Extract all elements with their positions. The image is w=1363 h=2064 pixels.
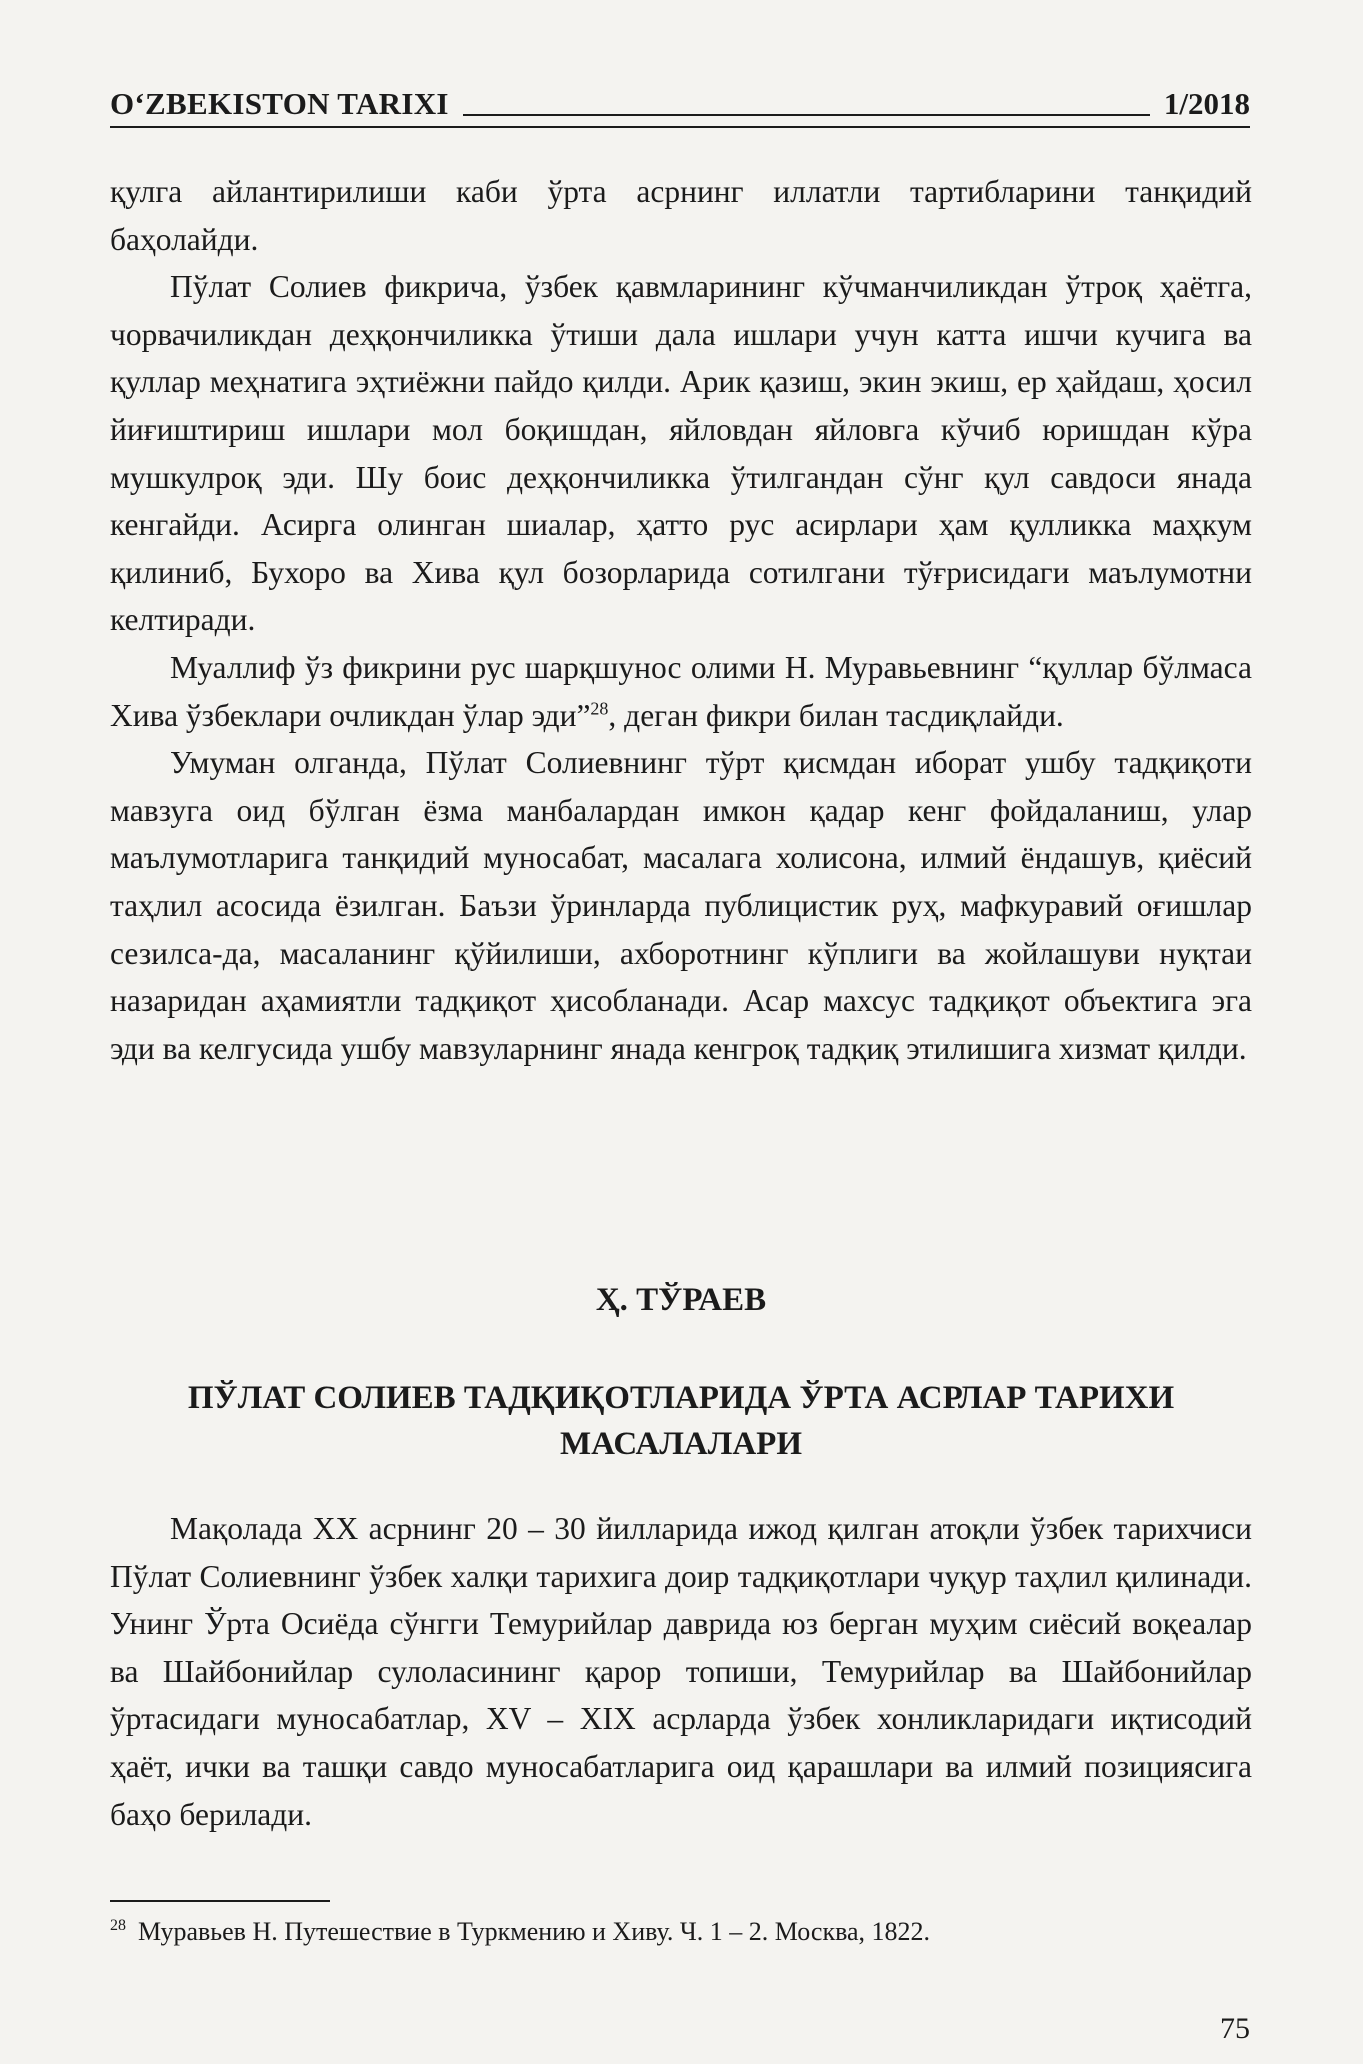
article-author: Ҳ. ТЎРАЕВ	[595, 1282, 767, 1318]
quote-tail: , деган фикри билан тасдиқлайди.	[608, 697, 1064, 733]
page-number: 75	[1220, 2012, 1250, 2045]
header-rule	[463, 114, 1150, 116]
quote-text: Муаллиф ўз фикрини рус шарқшунос олими Н. Муравьевнинг “қуллар бўлмаса Хива ўзбеклари очликдан ўлар эди”	[110, 649, 1252, 733]
paragraph-conclusion: Умуман олганда, Пўлат Солиевнинг тўрт қисмдан иборат ушбу тадқиқоти мавзуга оид бўлган ёзма манбалардан имкон қадар кенг фойдаланиш, улар маълумотларига танқидий муносабат, масалага холисона, илмий ёндашув, қиёсий таҳлил асосида ёзилган. Баъзи ўринларда публицистик руҳ, мафкуравий оғишлар сезилса-да, масаланинг қўйилиши, ахборотнинг кўплиги ва жойлашуви нуқтаи назаридан аҳамиятли тадқиқот ҳисобланади. Асар махсус тадқиқот объектига эга эди ва келгусида ушбу мавзуларнинг янада кенгроқ тадқиқ этилишига хизмат қилди.	[110, 745, 1252, 1066]
issue-number: 1/2018	[1163, 86, 1250, 121]
footnote-ref[interactable]: 28	[590, 698, 609, 719]
abstract-text: Мақолада XX асрнинг 20 – 30 йилларида ижод қилган атоқли ўзбек тарихчиси Пўлат Солиевнинг ўзбек халқи тарихига доир тадқиқотлари чуқур таҳлил қилинади. Унинг Ўрта Осиёда сўнгги Темурийлар даврида юз берган муҳим сиёсий воқеалар ва Шайбонийлар сулоласининг қарор топиши, Темурийлар ва Шайбонийлар ўртасидаги муносабатлар, XV – XIX асрларда ўзбек хонликларидаги иқтисодий ҳаёт, ички ва ташқи савдо муносабатларига оид қарашлари ва илмий позициясига баҳо берилади.	[110, 1511, 1252, 1832]
article-title: ПЎЛАТ СОЛИЕВ ТАДҚИҚОТЛАРИДА ЎРТА АСРЛАР ТАРИХИ МАСАЛАЛАРИ	[187, 1380, 1175, 1462]
article-abstract	[110, 1505, 1252, 1838]
journal-name: O‘ZBEKISTON TARIXI	[110, 86, 449, 121]
running-header	[110, 82, 1250, 128]
footnote-number: 28	[110, 1917, 126, 1935]
paragraph-muravyev-quote	[110, 644, 1252, 739]
paragraph-slave-labor: Пўлат Солиев фикрича, ўзбек қавмларининг кўчманчиликдан ўтроқ ҳаётга, чорвачиликдан деҳқончиликка ўтиши дала ишлари учун катта ишчи кучига ва қуллар меҳнатига эҳтиёжни пайдо қилди. Арик қазиш, экин экиш, ер ҳайдаш, ҳосил йиғиштириш ишлари мол боқишдан, яйловдан яйловга кўчиб юришдан кўра мушкулроқ эди. Шу боис деҳқончиликка ўтилгандан сўнг қул савдоси янада кенгайди. Асирга олинган шиалар, ҳатто рус асирлари ҳам қулликка маҳкум қилиниб, Бухоро ва Хива қул бозорларида сотилгани тўғрисидаги маълумотни келтиради.	[110, 269, 1252, 638]
footnote-text: Муравьев Н. Путешествие в Туркмению и Хиву. Ч. 1 – 2. Москва, 1822.	[138, 1917, 931, 1946]
paragraph-continuation: қулга айлантирилиши каби ўрта асрнинг иллатли тартибларини танқидий баҳолайди.	[110, 174, 1252, 257]
footnote	[110, 1915, 1252, 1949]
article-body	[110, 168, 1252, 1072]
footnote-separator	[110, 1900, 330, 1902]
